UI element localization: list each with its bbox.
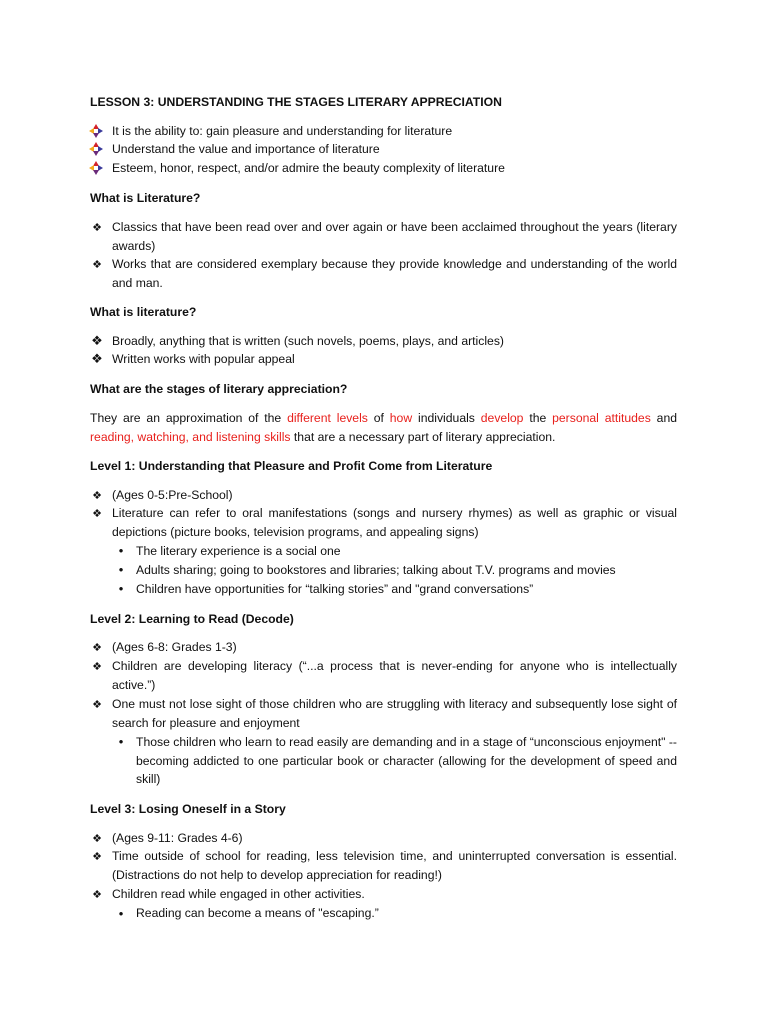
- lesson-title: LESSON 3: UNDERSTANDING THE STAGES LITERARY APPRECIATION: [90, 95, 502, 109]
- stages-paragraph: [90, 409, 677, 446]
- dot-bullet-icon: •: [118, 906, 124, 921]
- section-heading: What is literature?: [90, 305, 197, 319]
- emphasis-text: different levels: [287, 411, 368, 425]
- emphasis-text: how: [389, 411, 413, 425]
- sub-list-item: Those children who learn to read easily are demanding and in a stage of “unconscious enjoyment" --becoming addicted to one particular book or character (allowing for the development of speed and skill): [136, 735, 677, 786]
- intro-item: Esteem, honor, respect, and/or admire the beauty complexity of literature: [112, 161, 505, 175]
- emphasis-text: personal attitudes: [552, 411, 651, 425]
- diamond-outline-bullet-icon: ❖: [92, 508, 102, 520]
- diamond-outline-bullet-icon: ❖: [92, 699, 102, 711]
- list-item: (Ages 9-11: Grades 4-6): [112, 831, 243, 845]
- four-arrow-bullet-icon: [89, 142, 103, 156]
- level-heading: Level 3: Losing Oneself in a Story: [90, 802, 286, 816]
- diamond-outline-bullet-icon: ❖: [92, 851, 102, 863]
- level-heading: Level 2: Learning to Read (Decode): [90, 612, 294, 626]
- text-run: of: [367, 411, 390, 425]
- dot-bullet-icon: •: [118, 581, 124, 596]
- four-arrow-bullet-icon: [89, 124, 103, 138]
- list-item: Written works with popular appeal: [112, 352, 295, 366]
- text-run: that are a necessary part of literary appreciation.: [290, 429, 556, 444]
- list-item: Works that are considered exemplary because they provide knowledge and understanding of the world and man.: [112, 257, 677, 290]
- list-item: Classics that have been read over and over again or have been acclaimed throughout the years (literary awards): [112, 220, 677, 253]
- dot-bullet-icon: •: [118, 562, 124, 577]
- sub-list-item: The literary experience is a social one: [136, 544, 341, 558]
- dot-bullet-icon: •: [118, 734, 124, 749]
- text-run: and: [650, 411, 678, 425]
- diamond-outline-bullet-icon: ❖: [92, 661, 102, 673]
- dot-bullet-icon: •: [118, 543, 124, 558]
- intro-item: It is the ability to: gain pleasure and understanding for literature: [112, 124, 453, 138]
- level-heading: Level 1: Understanding that Pleasure and Profit Come from Literature: [90, 459, 493, 473]
- section-heading: What are the stages of literary appreciation?: [90, 382, 348, 396]
- diamond-bullet-icon: ❖: [92, 222, 102, 234]
- list-item: (Ages 0-5:Pre-School): [112, 488, 233, 502]
- list-item: Time outside of school for reading, less television time, and uninterrupted conversation is essential. (Distractions do not help to develop appreciation for reading!): [112, 849, 677, 882]
- text-run: individuals: [412, 411, 481, 425]
- sub-list-item: Children have opportunities for “talking stories” and "grand conversations”: [136, 582, 534, 596]
- diamond-outline-bullet-icon: ❖: [92, 889, 102, 901]
- emphasis-text: develop: [480, 411, 524, 425]
- diamond-outline-bullet-icon: ❖: [92, 642, 102, 654]
- diamond-outline-bullet-icon: ❖: [92, 490, 102, 502]
- list-item: Children are developing literacy (“...a process that is never-ending for anyone who is intellectually active.”): [112, 659, 677, 692]
- diamond-bullet-icon: ❖: [91, 333, 103, 348]
- diamond-bullet-icon: ❖: [92, 259, 102, 271]
- intro-item: Understand the value and importance of literature: [112, 142, 380, 156]
- diamond-bullet-icon: ❖: [91, 351, 103, 366]
- section-heading: What is Literature?: [90, 191, 201, 205]
- emphasis-text: reading, watching, and listening skills: [90, 429, 291, 444]
- list-item: Literature can refer to oral manifestations (songs and nursery rhymes) as well as graphic or visual depictions (picture books, television programs, and appealing signs): [112, 506, 677, 539]
- text-run: They are an approximation of the: [90, 411, 288, 425]
- diamond-outline-bullet-icon: ❖: [92, 833, 102, 845]
- four-arrow-bullet-icon: [89, 161, 103, 175]
- list-item: Broadly, anything that is written (such novels, poems, plays, and articles): [112, 334, 504, 348]
- list-item: (Ages 6-8: Grades 1-3): [112, 640, 237, 654]
- sub-list-item: Reading can become a means of "escaping.”: [136, 906, 379, 920]
- sub-list-item: Adults sharing; going to bookstores and libraries; talking about T.V. programs and movies: [136, 563, 616, 577]
- list-item: Children read while engaged in other activities.: [112, 887, 365, 901]
- list-item: One must not lose sight of those children who are struggling with literacy and subsequently lose sight of search for pleasure and enjoyment: [112, 697, 677, 730]
- text-run: the: [523, 411, 553, 425]
